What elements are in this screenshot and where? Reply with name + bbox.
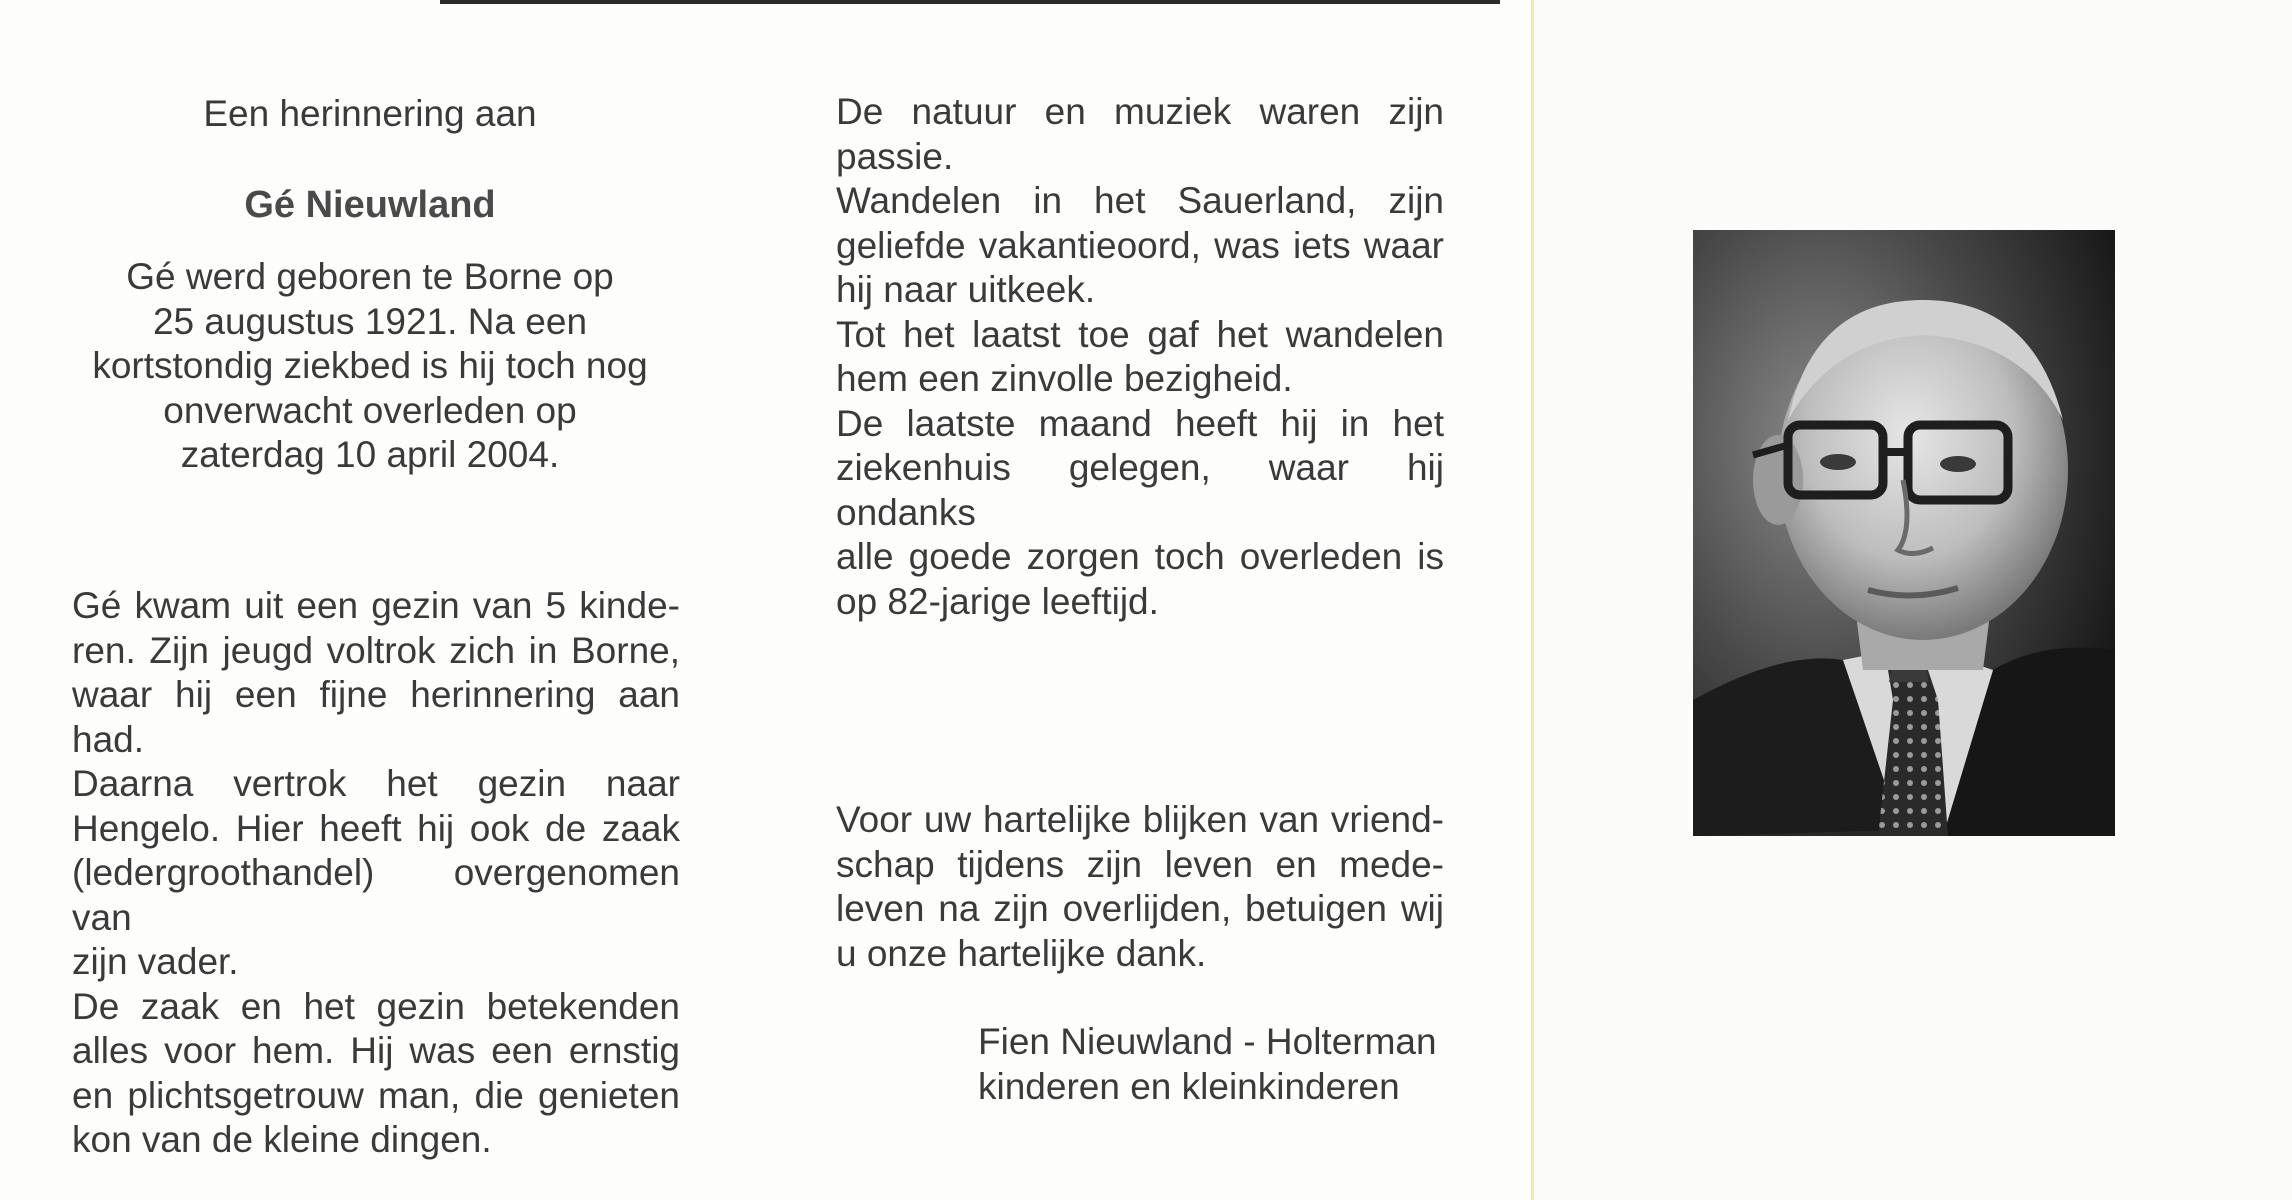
portrait-image (1693, 230, 2115, 836)
life-story (72, 584, 680, 1163)
hobby-line: passie. (836, 135, 954, 177)
hobby-line: alle goede zorgen toch overleden is (836, 536, 1444, 577)
story-line: (ledergroothandel) overgenomen van (72, 852, 680, 938)
story-line: ren. Zijn jeugd voltrok zich in Borne, (72, 629, 680, 671)
hobby-line: De natuur en muziek waren zijn (836, 91, 1444, 132)
top-rule (440, 0, 1500, 4)
signature (978, 1020, 1458, 1109)
story-line: alles voor hem. Hij was een ernstig (72, 1030, 680, 1071)
deceased-name: Gé Nieuwland (244, 183, 496, 226)
thanks-line: schap tijdens zijn leven en mede- (836, 843, 1444, 885)
birth-line: kortstondig ziekbed is hij toch nog (92, 345, 648, 386)
birth-line: 25 augustus 1921. Na een (152, 300, 588, 342)
intro-text: Een herinnering aan (203, 93, 537, 134)
hobby-line: hij naar uitkeek. (836, 269, 1096, 310)
birth-line: onverwacht overleden op (163, 389, 577, 431)
story-line: had. (72, 718, 145, 760)
hobby-line: geliefde vakantieoord, was iets waar (836, 224, 1444, 266)
signature-line: kinderen en kleinkinderen (978, 1065, 1400, 1107)
story-line: Gé kwam uit een gezin van 5 kinde- (72, 585, 680, 626)
fold-line (1531, 0, 1534, 1200)
thanks-line: u onze hartelijke dank. (836, 932, 1207, 974)
thanks-line: leven na zijn overlijden, betuigen wij (836, 888, 1444, 929)
birth-line: Gé werd geboren te Borne op (126, 256, 614, 297)
portrait-photo (1693, 230, 2115, 836)
hobby-line: op 82-jarige leeftijd. (836, 580, 1159, 622)
hobby-line: De laatste maand heeft hij in het (836, 402, 1444, 444)
story-line: en plichtsgetrouw man, die genieten (72, 1074, 680, 1116)
thanks-text (836, 798, 1444, 976)
hobby-line: hem een zinvolle bezigheid. (836, 358, 1293, 399)
thanks-line: Voor uw hartelijke blijken van vriend- (836, 799, 1444, 840)
story-line: Daarna vertrok het gezin naar (72, 763, 680, 804)
story-line: De zaak en het gezin betekenden (72, 985, 680, 1027)
story-line: waar hij een fijne herinnering aan (72, 674, 680, 715)
hobby-line: ziekenhuis gelegen, waar hij ondanks (836, 447, 1444, 533)
signature-line: Fien Nieuwland - Holterman (978, 1021, 1437, 1062)
story-line: zijn vader. (72, 941, 239, 982)
birth-death-block (60, 255, 680, 478)
birth-line: zaterdag 10 april 2004. (180, 434, 560, 475)
story-line: Hengelo. Hier heeft hij ook de zaak (72, 807, 680, 849)
left-header (60, 92, 680, 478)
story-line: kon van de kleine dingen. (72, 1119, 492, 1160)
hobby-line: Tot het laatst toe gaf het wandelen (836, 313, 1444, 355)
hobbies-text (836, 90, 1444, 624)
hobby-line: Wandelen in het Sauerland, zijn (836, 180, 1444, 221)
